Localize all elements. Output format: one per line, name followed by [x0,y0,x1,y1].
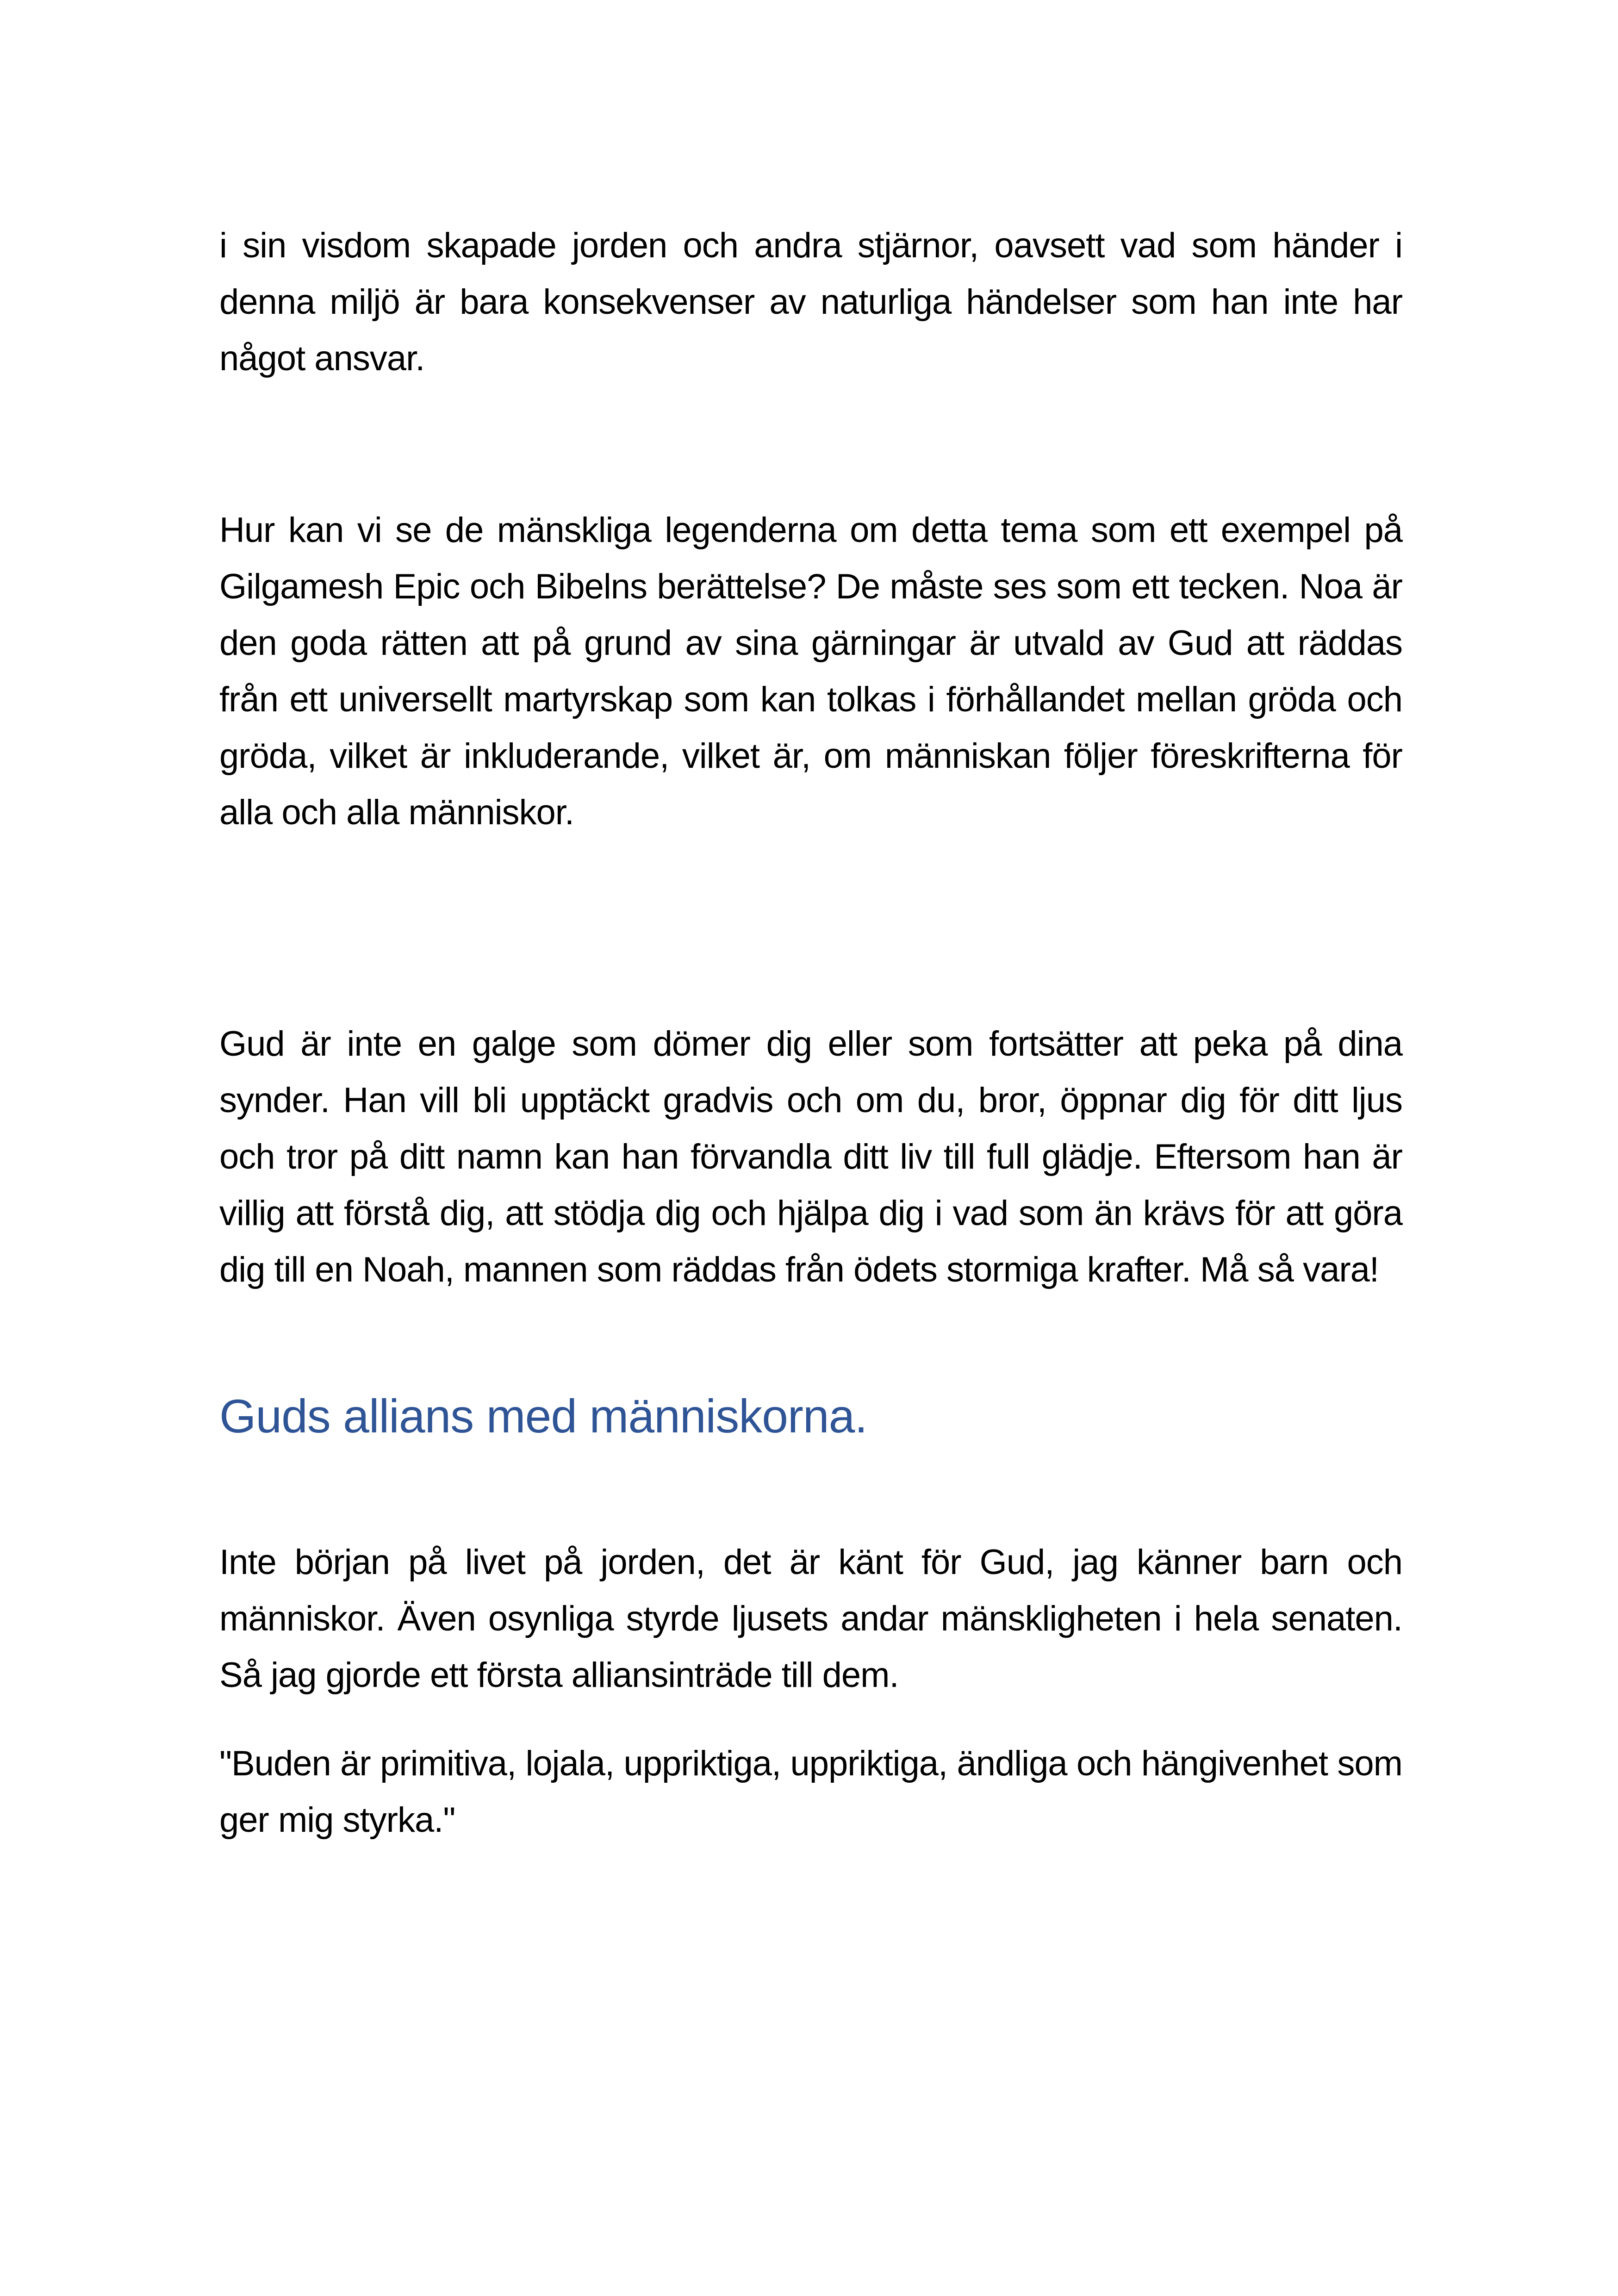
section-heading: Guds allians med människorna. [219,1390,867,1443]
quote-paragraph: "Buden är primitiva, lojala, uppriktiga, uppriktiga, ändliga och hängivenhet som ger mig styrka." [219,1744,1402,1840]
body-paragraph: Hur kan vi se de mänskliga legenderna om detta tema som ett exempel på Gilgamesh Epic och Bibelns berättelse? De måste ses som ett tecken. Noa är den goda rätten att på grund av sina gärningar är utvald av Gud att räddas från ett universellt martyrskap som kan tolkas i förhållandet mellan gröda och gröda, vilket är inkluderande, vilket är, om människan följer föreskrifterna för alla och alla människor. [219,510,1402,832]
body-paragraph: Inte början på livet på jorden, det är känt för Gud, jag känner barn och människor. Även osynliga styrde ljusets andar mänskligheten i hela senaten. Så jag gjorde ett första alliansinträde till dem. [219,1543,1402,1695]
body-paragraph: i sin visdom skapade jorden och andra stjärnor, oavsett vad som händer i denna miljö är bara konsekvenser av naturliga händelser som han inte har något ansvar. [219,226,1402,378]
body-paragraph: Gud är inte en galge som dömer dig eller som fortsätter att peka på dina synder. Han vill bli upptäckt gradvis och om du, bror, öppnar dig för ditt ljus och tror på ditt namn kan han förvandla ditt liv till full glädje. Eftersom han är villig att förstå dig, att stödja dig och hjälpa dig i vad som än krävs för att göra dig till en Noah, mannen som räddas från ödets stormiga krafter. Må så vara! [219,1024,1402,1289]
